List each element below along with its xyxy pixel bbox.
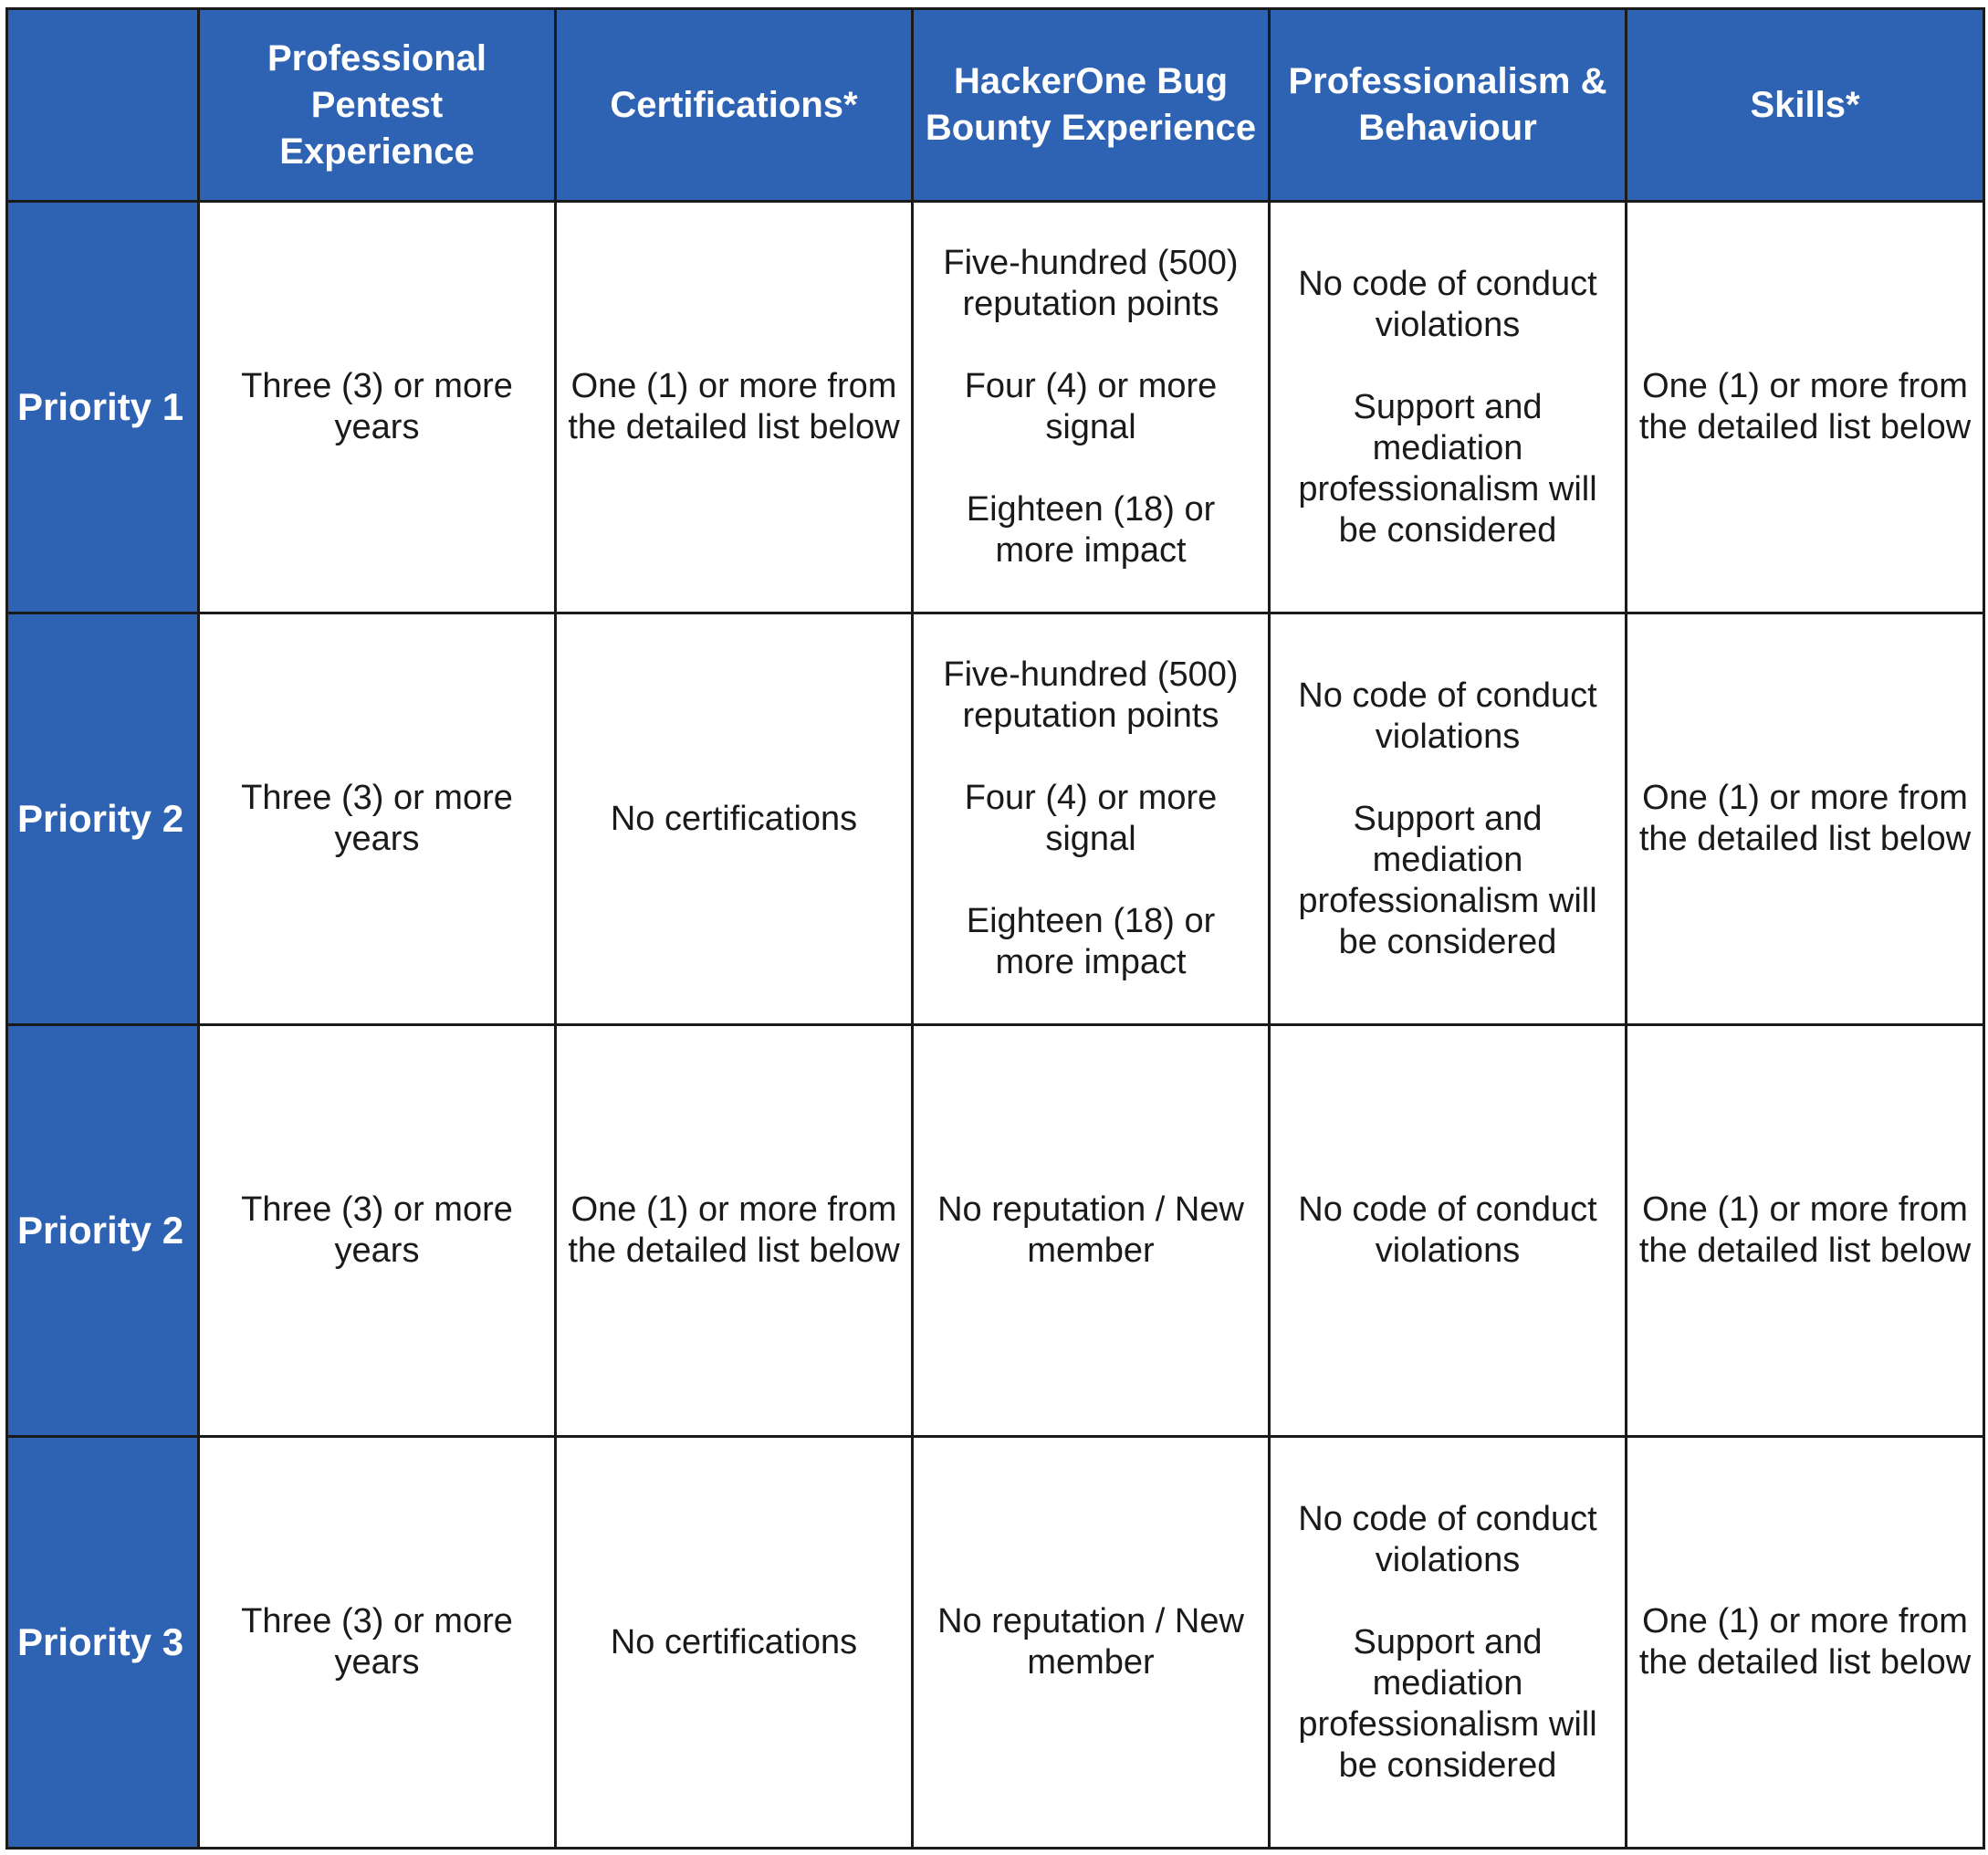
table-row: [7, 1025, 1984, 1437]
cell-experience: Three (3) or more years: [199, 1025, 556, 1437]
row-label: Priority 2: [7, 1025, 199, 1437]
table-row: [7, 1437, 1984, 1849]
behaviour-mediation: Support and mediation professionalism will be considered: [1298, 799, 1597, 961]
cell-behaviour: [1270, 1025, 1627, 1437]
cell-experience: Three (3) or more years: [199, 613, 556, 1025]
bounty-reputation: No reputation / New member: [937, 1602, 1244, 1682]
cell-bounty: [913, 1025, 1270, 1437]
requirements-table: [5, 7, 1985, 1850]
cell-skills: One (1) or more from the detailed list below: [1627, 1437, 1984, 1849]
bounty-impact: Eighteen (18) or more impact: [966, 490, 1216, 570]
table-row: [7, 202, 1984, 613]
row-label: Priority 1: [7, 202, 199, 613]
cell-skills: One (1) or more from the detailed list below: [1627, 202, 1984, 613]
bounty-impact: Eighteen (18) or more impact: [966, 902, 1216, 981]
behaviour-conduct: No code of conduct violations: [1298, 1499, 1597, 1579]
cell-bounty: [913, 1437, 1270, 1849]
cell-certifications: No certifications: [556, 1437, 913, 1849]
behaviour-conduct: No code of conduct violations: [1298, 676, 1597, 756]
table-row: [7, 613, 1984, 1025]
cell-certifications: No certifications: [556, 613, 913, 1025]
requirements-table-wrapper: [5, 7, 1985, 1850]
header-row: [7, 9, 1984, 202]
header-pentest-experience: Professional Pentest Experience: [199, 9, 556, 202]
cell-skills: One (1) or more from the detailed list below: [1627, 1025, 1984, 1437]
bounty-signal: Four (4) or more signal: [964, 367, 1218, 446]
cell-certifications: One (1) or more from the detailed list below: [556, 202, 913, 613]
bounty-signal: Four (4) or more signal: [964, 779, 1218, 858]
cell-bounty: [913, 202, 1270, 613]
bounty-reputation: No reputation / New member: [937, 1190, 1244, 1270]
cell-experience: Three (3) or more years: [199, 202, 556, 613]
behaviour-conduct: No code of conduct violations: [1298, 264, 1597, 344]
cell-experience: Three (3) or more years: [199, 1437, 556, 1849]
header-bug-bounty-experience: HackerOne Bug Bounty Experience: [913, 9, 1270, 202]
cell-behaviour: [1270, 1437, 1627, 1849]
bounty-reputation: Five-hundred (500) reputation points: [943, 244, 1239, 323]
row-label: Priority 3: [7, 1437, 199, 1849]
header-corner: [7, 9, 199, 202]
cell-behaviour: [1270, 613, 1627, 1025]
behaviour-conduct: No code of conduct violations: [1298, 1190, 1597, 1270]
cell-certifications: One (1) or more from the detailed list below: [556, 1025, 913, 1437]
bounty-reputation: Five-hundred (500) reputation points: [943, 655, 1239, 735]
header-professionalism: Professionalism & Behaviour: [1270, 9, 1627, 202]
header-certifications: Certifications*: [556, 9, 913, 202]
cell-skills: One (1) or more from the detailed list below: [1627, 613, 1984, 1025]
row-label: Priority 2: [7, 613, 199, 1025]
behaviour-mediation: Support and mediation professionalism will be considered: [1298, 387, 1597, 550]
cell-behaviour: [1270, 202, 1627, 613]
header-skills: Skills*: [1627, 9, 1984, 202]
cell-bounty: [913, 613, 1270, 1025]
behaviour-mediation: Support and mediation professionalism will be considered: [1298, 1622, 1597, 1785]
